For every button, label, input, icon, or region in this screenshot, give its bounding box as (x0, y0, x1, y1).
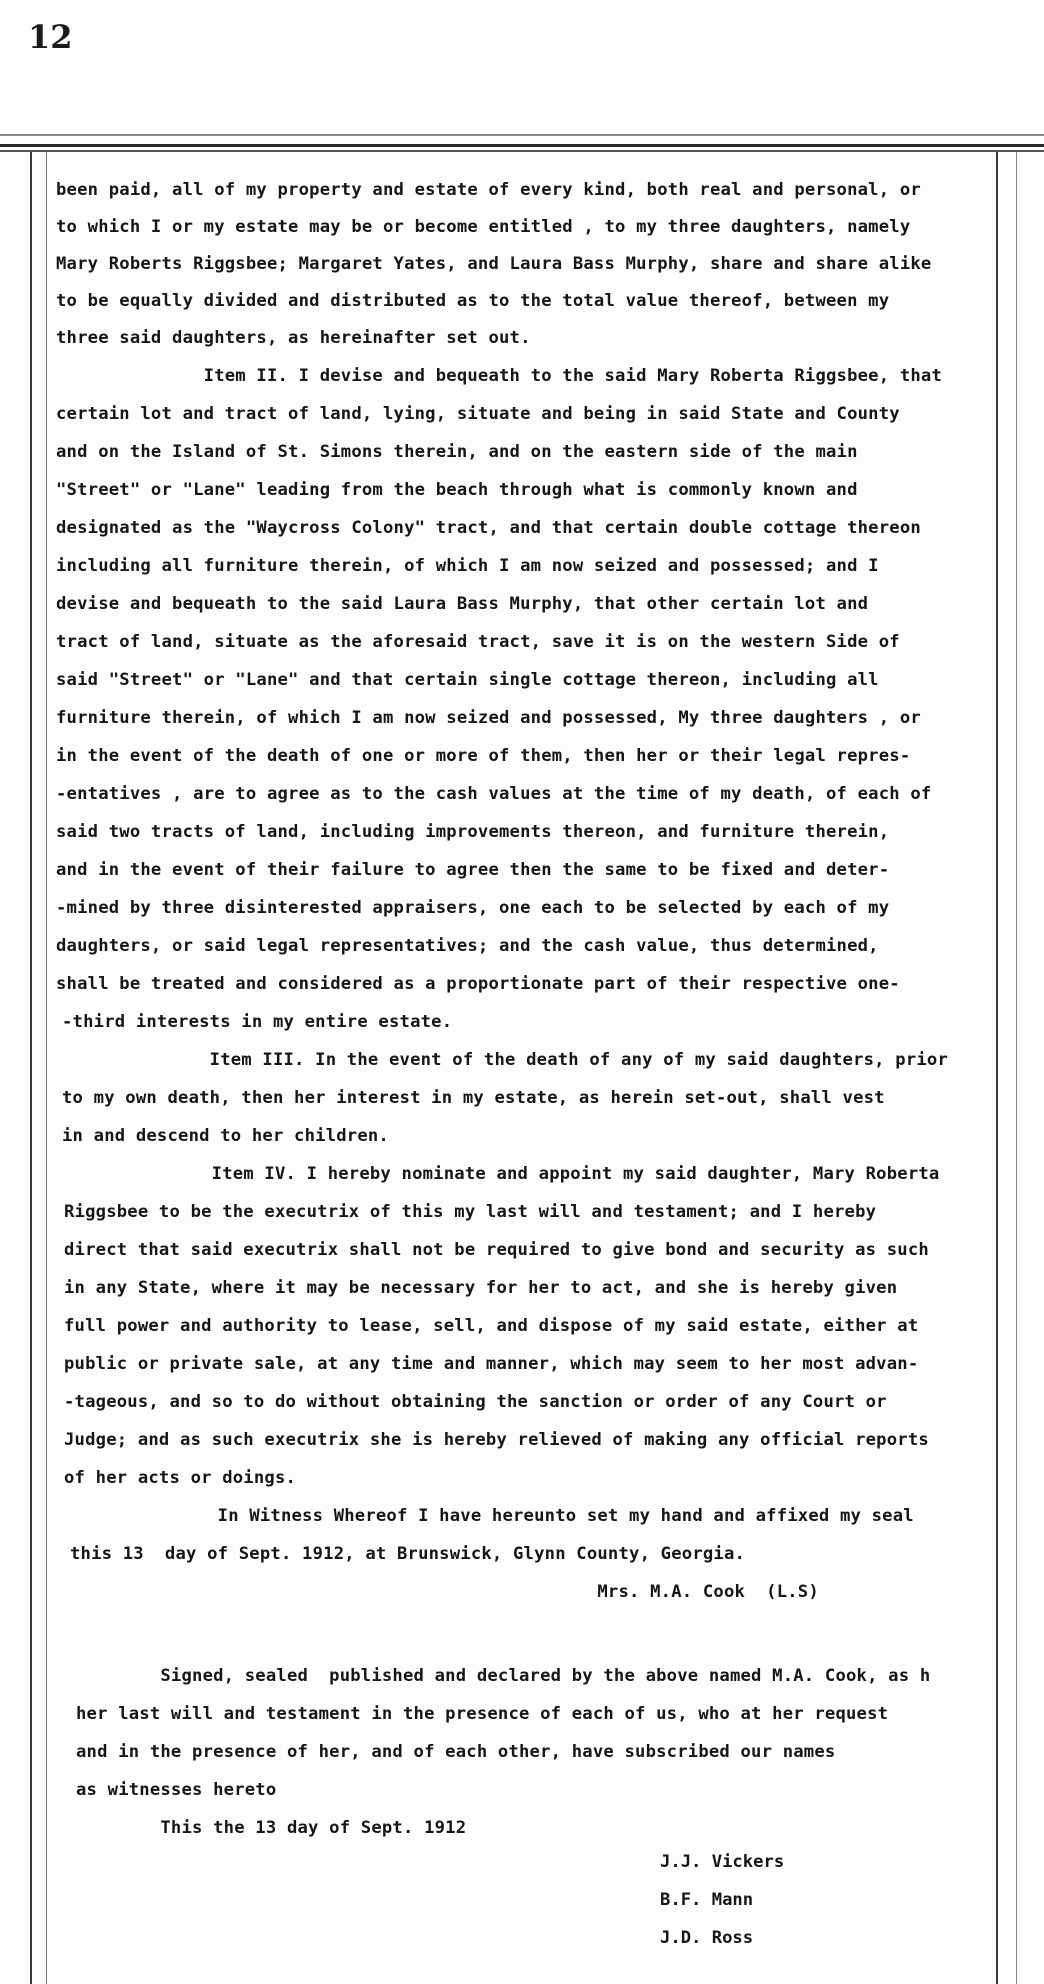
body-line: in any State, where it may be necessary for her to act, and she is hereby given (64, 1278, 898, 1298)
body-line: Item III. In the event of the death of any of my said daughters, prior (62, 1050, 949, 1070)
body-line: Judge; and as such executrix she is hereby relieved of making any official reports (64, 1430, 929, 1450)
body-line: shall be treated and considered as a proportionate part of their respective one- (56, 974, 900, 994)
body-line: her last will and testament in the presence of each of us, who at her request (76, 1704, 889, 1724)
witness-name: J.D. Ross (660, 1928, 754, 1948)
left-inner-margin-line (46, 152, 47, 1984)
body-line: -third interests in my entire estate. (62, 1012, 453, 1032)
page-number: 12 (28, 18, 73, 56)
header-rule-lower (0, 150, 1044, 152)
body-line: direct that said executrix shall not be required to give bond and security as such (64, 1240, 929, 1260)
body-line: to be equally divided and distributed as to the total value thereof, between my (56, 291, 890, 311)
body-line: -entatives , are to agree as to the cash values at the time of my death, of each of (56, 784, 932, 804)
body-line: Item IV. I hereby nominate and appoint my said daughter, Mary Roberta (64, 1164, 940, 1184)
body-line: three said daughters, as hereinafter set out. (56, 328, 531, 348)
right-margin-line (996, 152, 998, 1984)
body-line: full power and authority to lease, sell, and dispose of my said estate, either at (64, 1316, 919, 1336)
body-line: tract of land, situate as the aforesaid tract, save it is on the western Side of (56, 632, 900, 652)
body-line: certain lot and tract of land, lying, situate and being in said State and County (56, 404, 900, 424)
witness-name: B.F. Mann (660, 1890, 754, 1910)
body-line: -tageous, and so to do without obtaining the sanction or order of any Court or (64, 1392, 887, 1412)
body-line: and in the presence of her, and of each other, have subscribed our names (76, 1742, 836, 1762)
body-line: daughters, or said legal representatives; and the cash value, thus determined, (56, 936, 879, 956)
body-line: of her acts or doings. (64, 1468, 297, 1488)
body-line: said "Street" or "Lane" and that certain single cottage thereon, including all (56, 670, 879, 690)
body-line: in the event of the death of one or more of them, then her or their legal repres- (56, 746, 911, 766)
header-rule-thin (0, 134, 1044, 136)
body-line: Riggsbee to be the executrix of this my last will and testament; and I hereby (64, 1202, 877, 1222)
body-line: Item II. I devise and bequeath to the said Mary Roberta Riggsbee, that (56, 366, 943, 386)
body-line: this 13 day of Sept. 1912, at Brunswick, Glynn County, Georgia. (70, 1544, 746, 1564)
body-line: furniture therein, of which I am now seized and possessed, My three daughters , or (56, 708, 921, 728)
body-line: In Witness Whereof I have hereunto set my hand and affixed my seal (70, 1506, 914, 1526)
body-line: and on the Island of St. Simons therein, and on the eastern side of the main (56, 442, 858, 462)
body-line: devise and bequeath to the said Laura Bass Murphy, that other certain lot and (56, 594, 869, 614)
body-line: This the 13 day of Sept. 1912 (76, 1818, 467, 1838)
body-line: Mary Roberts Riggsbee; Margaret Yates, and Laura Bass Murphy, share and share alike (56, 254, 932, 274)
body-line: as witnesses hereto (76, 1780, 277, 1800)
left-margin-line (30, 152, 32, 1984)
body-line: to which I or my estate may be or become entitled , to my three daughters, namely (56, 217, 911, 237)
body-line: Signed, sealed published and declared by the above named M.A. Cook, as h (76, 1666, 931, 1686)
body-line: including all furniture therein, of which I am now seized and possessed; and I (56, 556, 879, 576)
body-line: been paid, all of my property and estate of every kind, both real and personal, or (56, 180, 921, 200)
body-line: "Street" or "Lane" leading from the beach through what is commonly known and (56, 480, 858, 500)
body-line: said two tracts of land, including improvements thereon, and furniture therein, (56, 822, 890, 842)
witness-name: J.J. Vickers (660, 1852, 785, 1872)
right-outer-margin-line (1016, 152, 1017, 1984)
body-line: designated as the "Waycross Colony" tract, and that certain double cottage thereon (56, 518, 921, 538)
body-line: and in the event of their failure to agree then the same to be fixed and deter- (56, 860, 890, 880)
body-line: Mrs. M.A. Cook (L.S) (70, 1582, 819, 1602)
body-line: in and descend to her children. (62, 1126, 389, 1146)
body-line: public or private sale, at any time and manner, which may seem to her most advan- (64, 1354, 919, 1374)
body-line: to my own death, then her interest in my estate, as herein set-out, shall vest (62, 1088, 885, 1108)
body-line: -mined by three disinterested appraisers, one each to be selected by each of my (56, 898, 890, 918)
header-rule-thick (0, 144, 1044, 147)
